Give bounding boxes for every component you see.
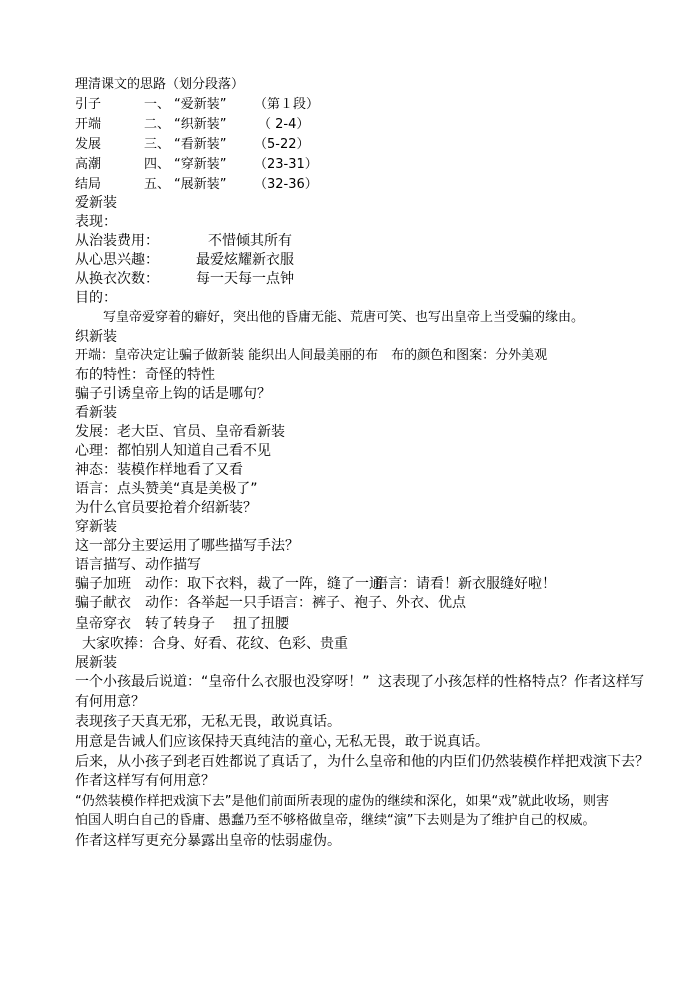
zhi-line: 布的特性：奇怪的特性 [75,367,215,383]
zhan-question: 后来，从小孩子到老百姓都说了真话了，为什么皇帝和他的内臣们仍然装模作样把戏演下去？ [75,754,649,770]
kan-line: 神态：装模作样地看了又看 [75,462,243,478]
chuan-line: 语言：请看！新衣服缝好啦！ [374,576,556,592]
section-title-zhan: 展新装 [75,655,117,671]
outline-part: 高潮 [75,157,102,172]
chuan-line: 大家吹捧：合身、好看、花纹、色彩、贵重 [82,636,348,652]
ai-row-value: 不惜倾其所有 [208,233,292,249]
outline-range: （5-22） [254,137,310,152]
section-title-chuan: 穿新装 [75,519,117,535]
chuan-line: 语言描写、动作描写 [75,557,201,573]
ai-row-value: 最爱炫耀新衣服 [196,252,294,268]
outline-num: 三、 [144,137,171,152]
zhi-line: 骗子引诱皇帝上钩的话是哪句？ [75,386,271,402]
kan-line: 为什么官员要抢着介绍新装？ [75,500,257,516]
outline-part: 引子 [75,97,102,112]
chuan-line: 扭了扭腰 [233,616,289,632]
outline-range: （23-31） [254,157,318,172]
ai-row-label: 从心思兴趣： [75,252,159,268]
label-mudi: 目的： [75,290,117,306]
outline-title: “织新装” [174,117,227,132]
zhan-answer: 表现孩子天真无邪，无私无畏，敢说真话。 [75,714,341,730]
zhan-question: 有何用意？ [75,694,145,710]
outline-range: （ 2-4） [258,117,310,132]
section-title-kan: 看新装 [75,405,117,421]
zhan-quote: 一个小孩最后说道：“皇帝什么衣服也没穿呀！” [75,674,370,690]
outline-title: “穿新装” [174,157,227,172]
zhan-answer: “仍然装模作样把戏演下去”是他们前面所表现的虚伪的继续和深化，如果“戏”就此收场，则害 [75,794,609,809]
kan-line: 发展：老大臣、官员、皇帝看新装 [75,424,285,440]
zhan-answer: 作者这样写更充分暴露出皇帝的怯弱虚伪。 [75,833,341,849]
zhan-answer: 用意是告诫人们应该保持天真纯洁的童心， [75,734,341,750]
zhan-question: 作者这样写有何用意？ [75,773,215,789]
chuan-line: 骗子献衣 动作：各举起一只手 [75,595,271,611]
outline-num: 一、 [144,97,171,112]
zhan-answer: 无私无畏，敢于说真话。 [335,734,489,750]
zhan-answer: 怕国人明白自己的昏庸、愚蠢乃至不够格做皇帝，继续“演”下去则是为了维护自己的权威。 [75,813,596,828]
kan-line: 心理：都怕别人知道自己看不见 [75,443,271,459]
zhan-question: 这表现了小孩怎样的性格特点？作者这样写 [378,674,644,690]
chuan-line: 骗子加班 动作：取下衣料，裁了一阵，缝了一通 [75,576,383,592]
outline-part: 开端 [75,117,102,132]
outline-title: “展新装” [174,177,227,192]
ai-paragraph: 写皇帝爱穿着的癖好，突出他的昏庸无能、荒唐可笑、也写出皇帝上当受骗的缘由。 [103,310,585,325]
outline-range: （32-36） [254,177,318,192]
chuan-line: 转了转身子 [145,616,215,632]
chuan-line: 这一部分主要运用了哪些描写手法？ [75,538,299,554]
outline-range: （第１段） [254,97,320,112]
outline-title: “爱新装” [174,97,227,112]
section-title-zhi: 织新装 [75,329,117,345]
chuan-line: 皇帝穿衣 [75,616,131,632]
ai-row-label: 从换衣次数： [75,271,159,287]
ai-row-label: 从治装费用： [75,233,159,249]
outline-part: 结局 [75,177,102,192]
outline-num: 二、 [144,117,171,132]
outline-heading: 理清课文的思路（划分段落） [75,77,245,92]
outline-part: 发展 [75,137,102,152]
section-title-ai: 爱新装 [75,195,117,211]
chuan-line: 语言：裤子、袍子、外衣、优点 [270,595,466,611]
outline-title: “看新装” [174,137,227,152]
outline-num: 四、 [144,157,171,172]
zhi-line: 开端：皇帝决定让骗子做新装 能织出人间最美丽的布 布的颜色和图案：分外美观 [75,348,548,363]
outline-num: 五、 [144,177,171,192]
kan-line: 语言：点头赞美“真是美极了” [75,481,258,497]
ai-row-value: 每一天每一点钟 [196,271,294,287]
label-biaoxian: 表现： [75,214,117,230]
